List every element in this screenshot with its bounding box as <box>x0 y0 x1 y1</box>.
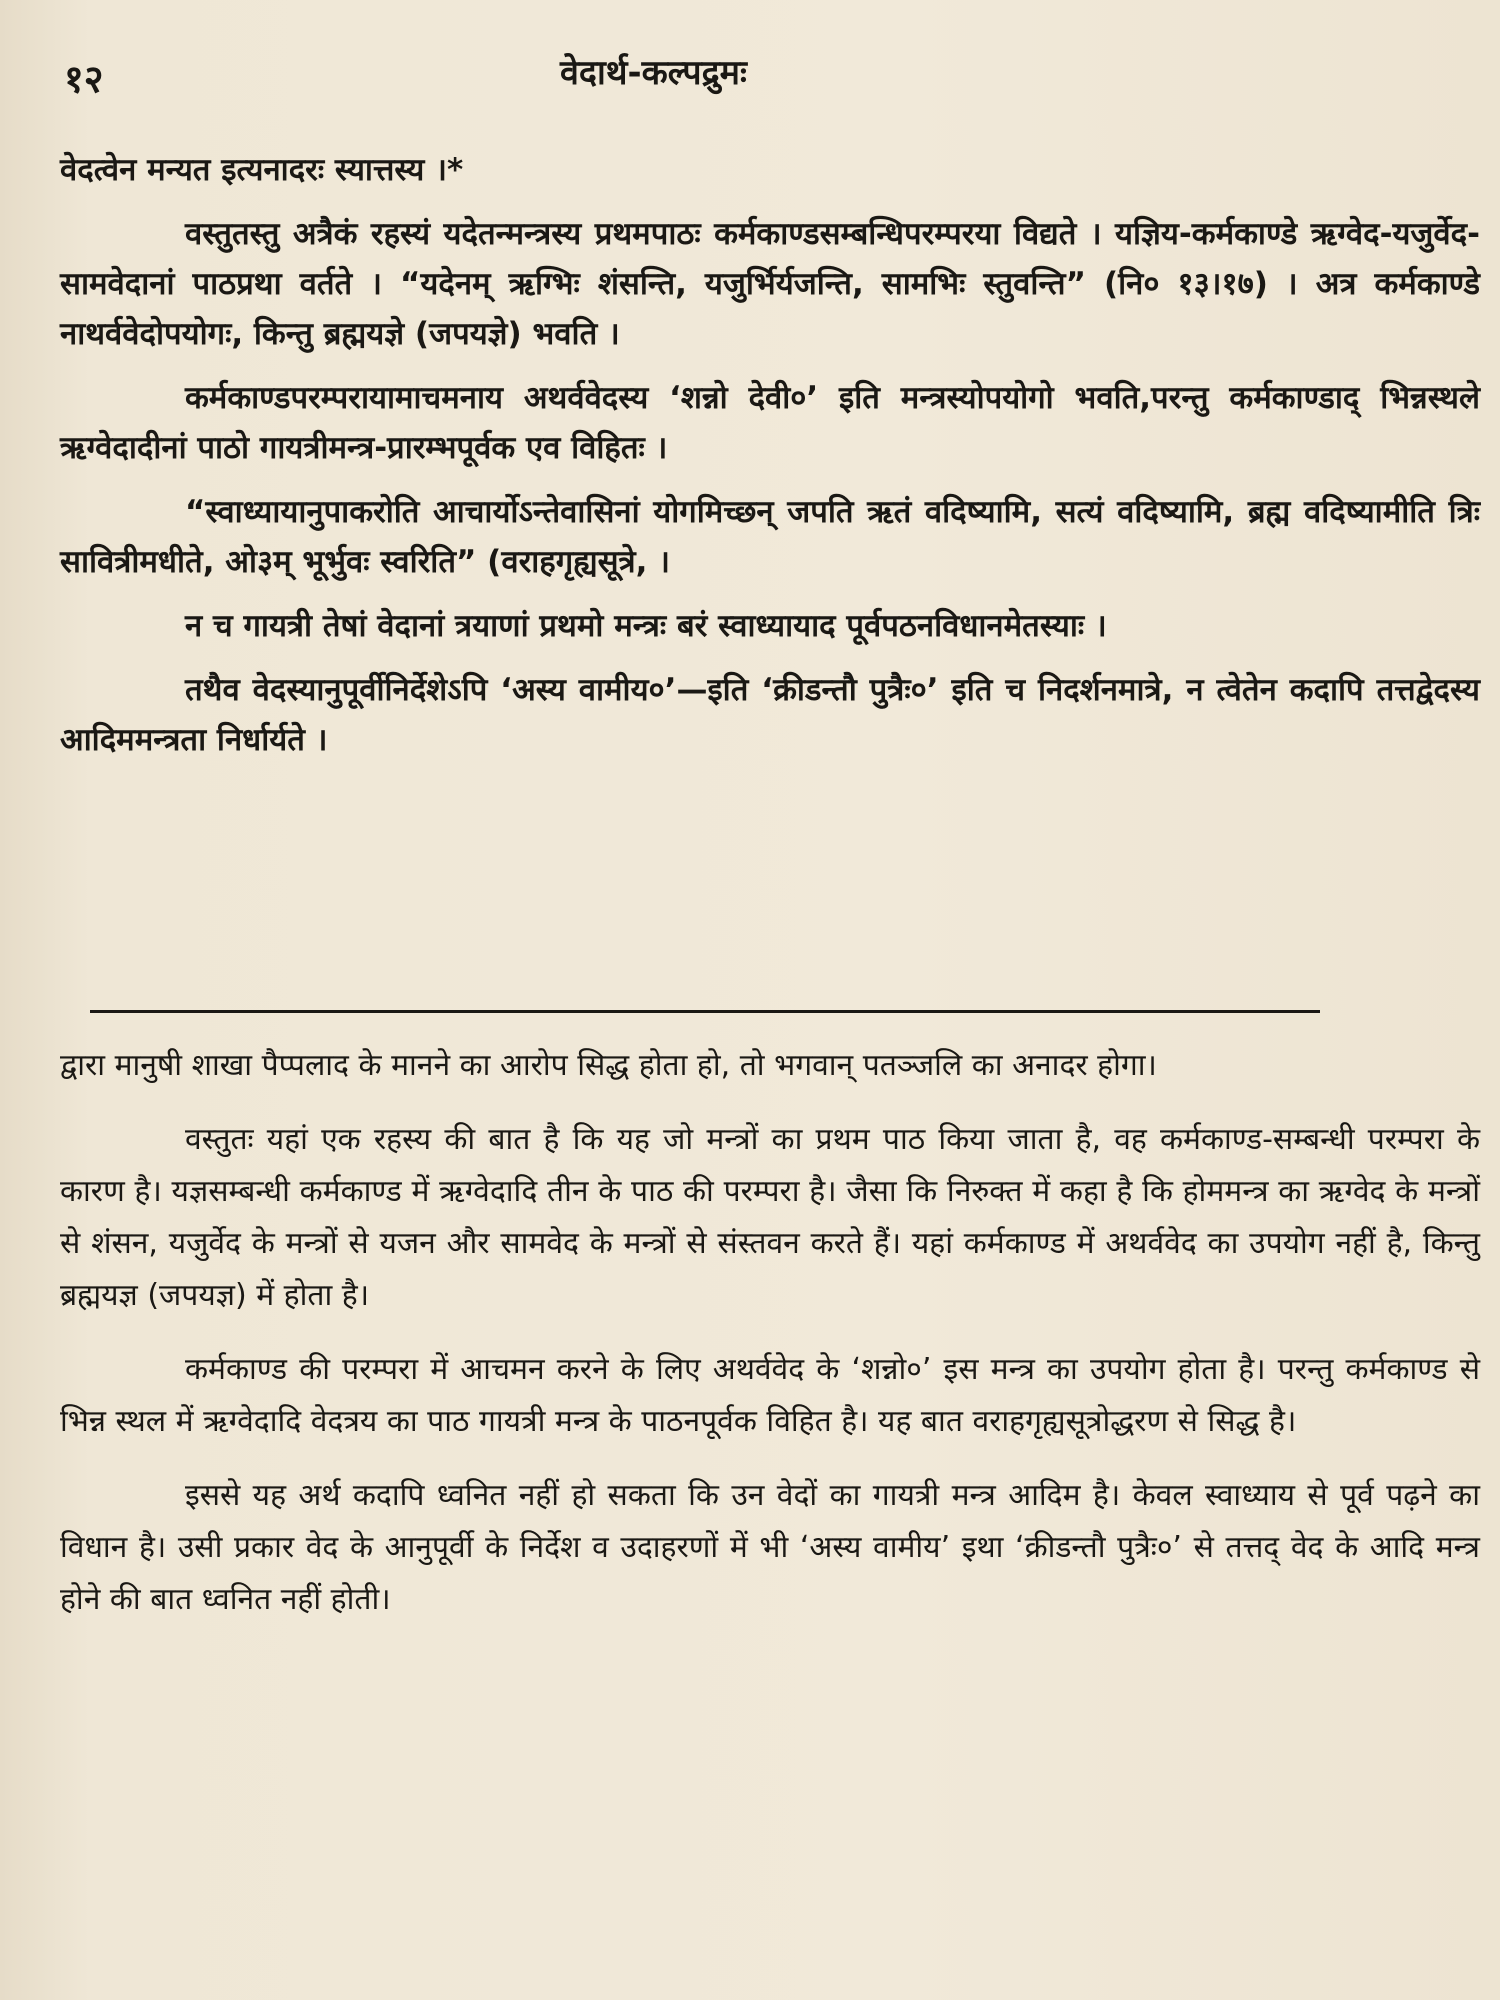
sanskrit-paragraph-2: वस्तुतस्तु अत्रैकं रहस्यं यदेतन्मन्त्रस्य प्रथमपाठः कर्मकाण्डसम्बन्धिपरम्परया विद्यते । यज्ञिय-कर्मकाण्डे ऋग्वेद-यजुर्वेद-सामवेदानां पाठप्रथा वर्तते । “यदेनम् ऋग्भिः शंसन्ति, यजुर्भिर्यजन्ति, सामभिः स्तुवन्ति” (नि० १३।१७) । अत्र कर्मकाण्डे नाथर्ववेदोपयोगः, किन्तु ब्रह्मयज्ञे (जपयज्ञे) भवति । <box>60 216 1480 352</box>
hindi-paragraph-3: कर्मकाण्ड की परम्परा में आचमन करने के लिए अथर्ववेद के ‘शन्नो०’ इस मन्त्र का उपयोग होता है। परन्तु कर्मकाण्ड से भिन्न स्थल में ऋग्वेदादि वेदत्रय का पाठ गायत्री मन्त्र के पाठनपूर्वक विहित है। यह बात वराहगृह्यसूत्रोद्धरण से सिद्ध है। <box>60 1352 1480 1439</box>
sanskrit-paragraph-3: कर्मकाण्डपरम्परायामाचमनाय अथर्ववेदस्य ‘शन्नो देवी०’ इति मन्त्रस्योपयोगो भवति,परन्तु कर्मकाण्डाद् भिन्नस्थले ऋग्वेदादीनां पाठो गायत्रीमन्त्र-प्रारम्भपूर्वक एव विहितः । <box>60 380 1480 466</box>
sanskrit-paragraph-5: न च गायत्री तेषां वेदानां त्रयाणां प्रथमो मन्त्रः बरं स्वाध्यायाद पूर्वपठनविधानमेतस्याः । <box>185 608 1107 644</box>
page-number: १२ <box>64 57 104 101</box>
running-title: वेदार्थ-कल्पद्रुमः <box>560 53 747 93</box>
sanskrit-text-block <box>60 145 1480 779</box>
sanskrit-paragraph-6: तथैव वेदस्यानुपूर्वीनिर्देशेऽपि ‘अस्य वामीय०’—इति ‘क्रीडन्तौ पुत्रैः०’ इति च निदर्शनमात्रे, न त्वेतेन कदापि तत्तद्वेदस्य आदिममन्त्रता निर्धार्यते । <box>60 672 1480 758</box>
hindi-paragraph-4: इससे यह अर्थ कदापि ध्वनित नहीं हो सकता कि उन वेदों का गायत्री मन्त्र आदिम है। केवल स्वाध्याय से पूर्व पढ़ने का विधान है। उसी प्रकार वेद के आनुपूर्वी के निर्देश व उदाहरणों में भी ‘अस्य वामीय’ इथा ‘क्रीडन्तौ पुत्रैः०’ से तत्तद् वेद के आदि मन्त्र होने की बात ध्वनित नहीं होती। <box>60 1478 1480 1617</box>
hindi-translation-block <box>60 1040 1480 1648</box>
page-header <box>0 48 1500 118</box>
section-divider <box>90 1010 1320 1013</box>
hindi-paragraph-2: वस्तुतः यहां एक रहस्य की बात है कि यह जो मन्त्रों का प्रथम पाठ किया जाता है, वह कर्मकाण्ड-सम्बन्धी परम्परा के कारण है। यज्ञसम्बन्धी कर्मकाण्ड में ऋग्वेदादि तीन के पाठ की परम्परा है। जैसा कि निरुक्त में कहा है कि होममन्त्र का ऋग्वेद के मन्त्रों से शंसन, यजुर्वेद के मन्त्रों से यजन और सामवेद के मन्त्रों से संस्तवन करते हैं। यहां कर्मकाण्ड में अथर्ववेद का उपयोग नहीं है, किन्तु ब्रह्मयज्ञ (जपयज्ञ) में होता है। <box>60 1122 1480 1313</box>
sanskrit-quote-varaha-grhyasutra: “स्वाध्यायानुपाकरोति आचार्योऽन्तेवासिनां योगमिच्छन् जपति ऋतं वदिष्यामि, सत्यं वदिष्यामि, ब्रह्म वदिष्यामीति त्रिः सावित्रीमधीते, ओ३म् भूर्भुवः स्वरिति” (वराहगृह्यसूत्रे, । <box>60 494 1480 580</box>
sanskrit-paragraph-1: वेदत्वेन मन्यत इत्यनादरः स्यात्तस्य ।* <box>60 152 464 188</box>
hindi-paragraph-1: द्वारा मानुषी शाखा पैप्पलाद के मानने का आरोप सिद्ध होता हो, तो भगवान् पतञ्जलि का अनादर होगा। <box>60 1048 1157 1083</box>
